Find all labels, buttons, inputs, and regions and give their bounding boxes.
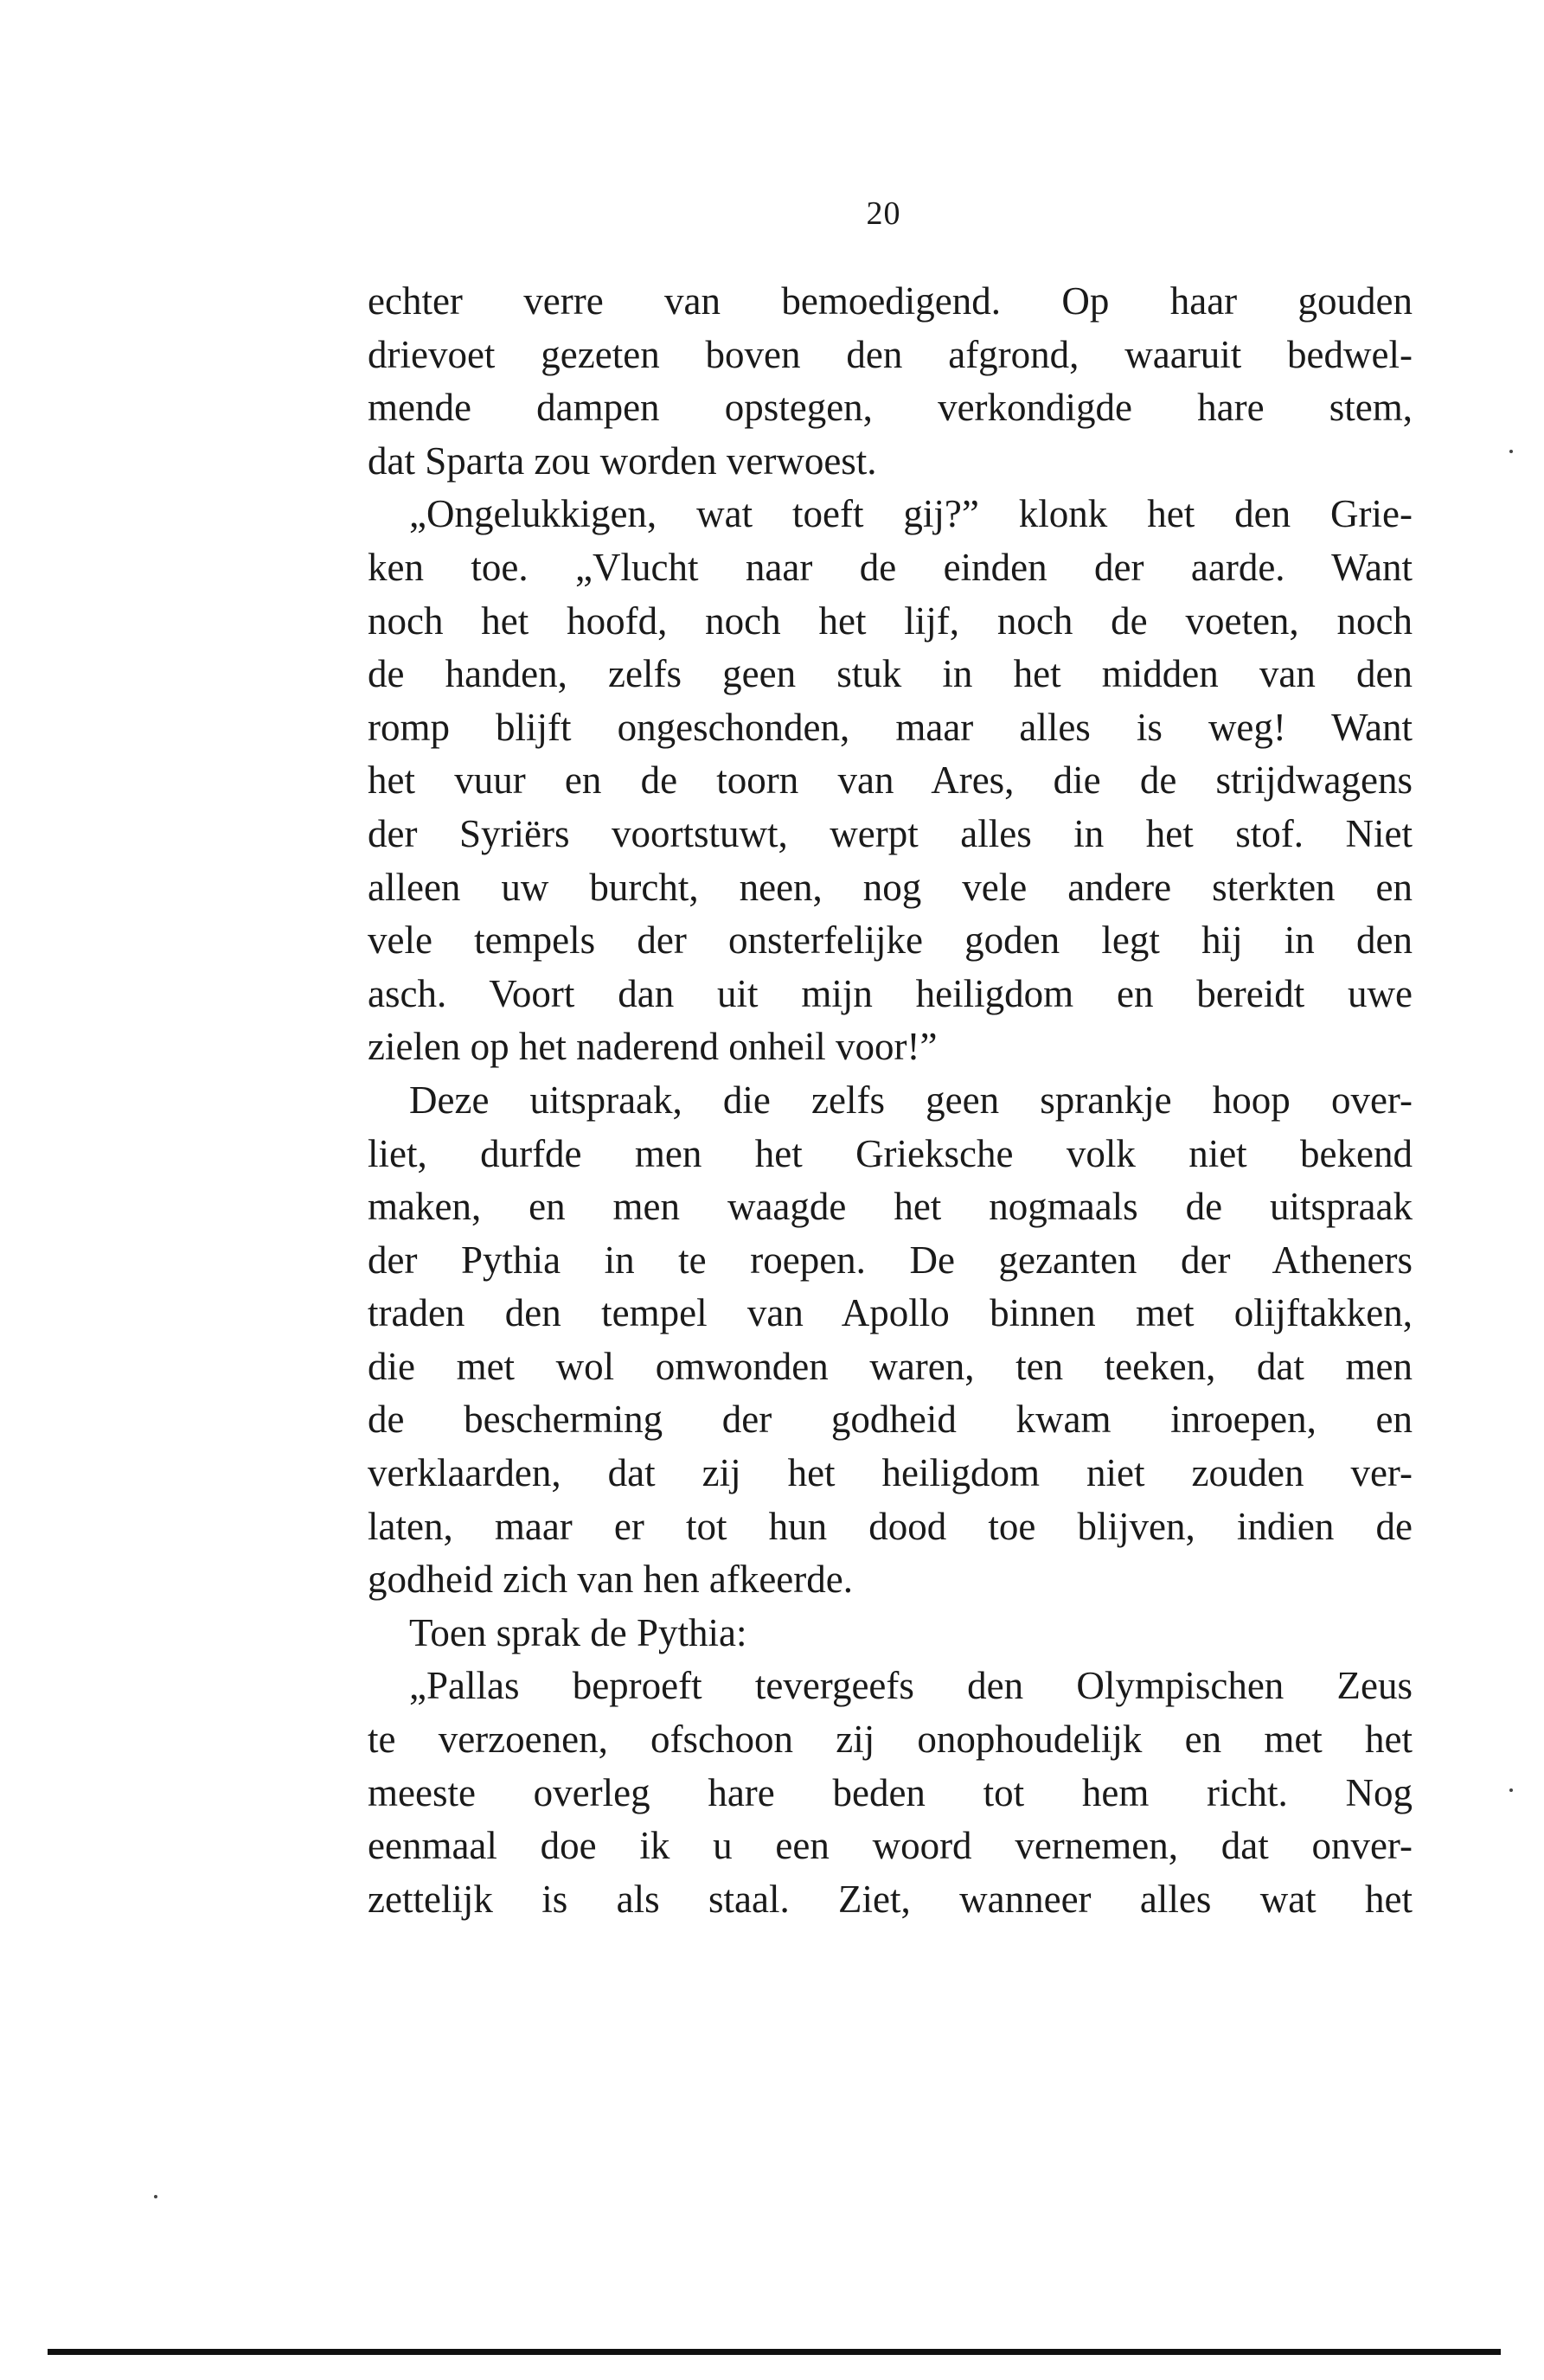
text-line: „Ongelukkigen, wat toeft gij?” klonk het den Grie-: [409, 492, 1413, 536]
text-line: echter verre van bemoedigend. Op haar gouden: [368, 279, 1413, 323]
scan-speck: [1509, 450, 1513, 453]
text-line: meeste overleg hare beden tot hem richt. Nog: [368, 1770, 1413, 1814]
text-line: der Pythia in te roepen. De gezanten der Atheners: [368, 1238, 1413, 1282]
text-line: asch. Voort dan uit mijn heiligdom en bereidt uwe: [368, 971, 1413, 1015]
text-line: Toen sprak de Pythia:: [409, 1610, 747, 1654]
text-line: die met wol omwonden waren, ten teeken, dat men: [368, 1344, 1413, 1388]
text-line: eenmaal doe ik u een woord vernemen, dat onver-: [368, 1824, 1413, 1868]
page-number: 20: [866, 195, 901, 232]
text-line: het vuur en de toorn van Ares, die de strijdwagens: [368, 758, 1413, 803]
text-line: „Pallas beproeft tevergeefs den Olympischen Zeus: [409, 1664, 1413, 1708]
text-line: te verzoenen, ofschoon zij onophoudelijk en met het: [368, 1718, 1413, 1762]
body-text: [368, 275, 1413, 1926]
page-edge-rule: [48, 2349, 1501, 2355]
text-line: godheid zich van hen afkeerde.: [368, 1558, 853, 1602]
text-line: der Syriërs voortstuwt, werpt alles in het stof. Niet: [368, 811, 1413, 855]
text-line: romp blijft ongeschonden, maar alles is weg! Want: [368, 705, 1413, 749]
text-line: dat Sparta zou worden verwoest.: [368, 438, 877, 483]
text-line: Deze uitspraak, die zelfs geen sprankje hoop over-: [409, 1078, 1413, 1122]
scan-speck: [1509, 1788, 1513, 1792]
text-line: maken, en men waagde het nogmaals de uitspraak: [368, 1185, 1413, 1229]
text-line: alleen uw burcht, neen, nog vele andere sterkten en: [368, 865, 1413, 909]
text-line: zettelijk is als staal. Ziet, wanneer alles wat het: [368, 1877, 1413, 1921]
text-line: de bescherming der godheid kwam inroepen, en: [368, 1398, 1413, 1442]
text-line: zielen op het naderend onheil voor!”: [368, 1025, 938, 1069]
text-line: drievoet gezeten boven den afgrond, waaruit bedwel-: [368, 332, 1413, 376]
text-line: noch het hoofd, noch het lijf, noch de voeten, noch: [368, 598, 1413, 643]
text-line: vele tempels der onsterfelijke goden legt hij in den: [368, 918, 1413, 963]
text-line: mende dampen opstegen, verkondigde hare stem,: [368, 386, 1413, 430]
text-line: verklaarden, dat zij het heiligdom niet zouden ver-: [368, 1451, 1413, 1495]
text-line: liet, durfde men het Grieksche volk niet bekend: [368, 1131, 1413, 1175]
scan-speck: [154, 2195, 157, 2198]
text-line: traden den tempel van Apollo binnen met olijftakken,: [368, 1291, 1413, 1335]
text-line: de handen, zelfs geen stuk in het midden van den: [368, 652, 1413, 696]
text-line: laten, maar er tot hun dood toe blijven, indien de: [368, 1504, 1413, 1548]
text-line: ken toe. „Vlucht naar de einden der aarde. Want: [368, 545, 1413, 589]
